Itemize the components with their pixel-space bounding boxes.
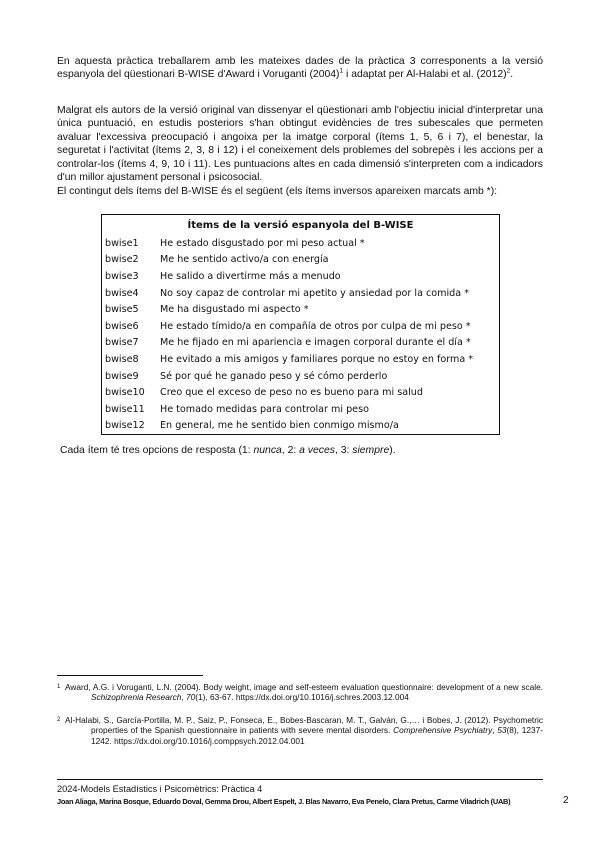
table-row: [102, 268, 500, 285]
intro-text: En aquesta pràctica treballarem amb les mateixes dades de la pràctica 3 corresponents a la versió espanyola del qüestionari B-WISE d'Award i Voruganti (2004): [57, 56, 543, 81]
item-code: bwise6: [105, 320, 139, 332]
table-row: [102, 335, 500, 352]
bwise-items-table: [101, 214, 500, 435]
intro-paragraph: [57, 55, 543, 82]
option-3: siempre: [352, 445, 390, 456]
item-text: He estado disgustado por mi peso actual *: [160, 237, 365, 249]
footnote-doi[interactable]: (8), 1237-1242. https://dx.doi.org/10.1016/j.comppsych.2012.04.001: [91, 725, 543, 746]
table-row: [102, 384, 500, 401]
response-options-paragraph: [60, 444, 546, 457]
intro-text-end: .: [510, 69, 514, 81]
table-row: [102, 318, 500, 335]
footnote-sep: ,: [492, 725, 498, 736]
item-text: En general, me he sentido bien conmigo mismo/a: [160, 420, 399, 432]
footnote-ref-2[interactable]: 2: [506, 67, 511, 75]
item-code: bwise10: [105, 387, 145, 399]
item-text: He estado tímido/a en compañía de otros por culpa de mi peso *: [160, 320, 471, 332]
item-text: He tomado medidas para controlar mi peso: [160, 403, 369, 415]
footnote-citation: Award, A.G. i Voruganti, L.N. (2004). Body weight, image and self-esteem evaluation questionnaire: development of a new scale.: [65, 682, 543, 692]
footer-authors: Joan Aliaga, Marina Bosque, Eduardo Doval, Gemma Drou, Albert Espelt, J. Blas Navarro, Eva Penelo, Clara Pretus, Carme Viladrich (UAB): [57, 797, 511, 806]
options-sep-2: , 3:: [334, 445, 353, 456]
intro-text-mid: i adaptat per Al-Halabi et al. (2012): [343, 69, 507, 81]
table-row: [102, 351, 500, 368]
item-text: Me he fijado en mi apariencia e imagen corporal durante el día *: [160, 337, 471, 349]
footer-divider: [57, 779, 543, 780]
item-code: bwise9: [105, 370, 139, 382]
option-2: a veces: [299, 445, 335, 456]
table-row: [102, 368, 500, 385]
item-text: Me he sentido activo/a con energía: [160, 254, 329, 266]
subscales-paragraph: Malgrat els autors de la versió original van dissenyar el qüestionari amb l'objectiu inicial d'interpretar una única puntuació, en estudis posteriors s'han obtingut evidències de tres subescales que permeten avaluar l'excessiva preocupació i angoixa per la imatge corporal (ítems 1, 5, 6 i 7), el benestar, la seguretat i l'activitat (ítems 2, 3, 8 i 12) i el coneixement dels problemes del sobrepès i les accions per a controlar-los (ítems 4, 9, 10 i 11). Les puntuacions altes en cada dimensió s'interpreten com a indicadors d'un millor ajustament personal i psicosocial.: [57, 105, 543, 184]
item-code: bwise3: [105, 270, 139, 282]
item-code: bwise8: [105, 353, 139, 365]
item-code: bwise11: [105, 403, 145, 415]
footer-title: 2024-Models Estadístics i Psicomètrics: Pràctica 4: [57, 784, 263, 794]
item-code: bwise5: [105, 304, 139, 316]
options-suffix: ).: [389, 445, 396, 456]
footnote-doi[interactable]: (1), 63-67. https://dx.doi.org/10.1016/j.schres.2003.12.004: [195, 692, 409, 703]
item-code: bwise1: [105, 237, 139, 249]
item-code: bwise2: [105, 254, 139, 266]
table-row: [102, 235, 500, 252]
footnote-citation: Al-Halabi, S., García-Portilla, M. P., Saiz, P., Fonseca, E., Bobes-Bascaran, M. T., Galván, G.,… i Bobes, J. (2012). Psychometric properties of the Spanish questionnaire in patients with severe mental disorders.: [65, 715, 543, 736]
item-code: bwise4: [105, 287, 139, 299]
table-row: [102, 252, 500, 269]
footnote-1: [57, 682, 543, 703]
item-code: bwise12: [105, 420, 145, 432]
page-number: 2: [563, 795, 569, 806]
table-header-row: [102, 215, 500, 236]
table-row: [102, 418, 500, 435]
item-text: He evitado a mis amigos y familiares porque no estoy en forma *: [160, 353, 474, 365]
footnote-2: [57, 715, 543, 746]
table-row: [102, 401, 500, 418]
footnote-divider: [57, 675, 203, 676]
footnote-number: 1: [57, 684, 61, 690]
table-row: [102, 301, 500, 318]
footnote-number: 2: [57, 717, 61, 723]
table-row: [102, 285, 500, 302]
item-text: He salido a divertirme más a menudo: [160, 270, 341, 282]
footnote-journal: Comprehensive Psychiatry: [393, 725, 493, 736]
footnote-ref-1[interactable]: 1: [339, 67, 344, 75]
option-1: nunca: [253, 445, 282, 456]
footnote-volume: 70: [186, 692, 196, 703]
footnote-volume: 53: [497, 725, 507, 736]
footnote-journal: Schizophrenia Research: [91, 692, 182, 703]
table-body: [102, 235, 500, 435]
options-prefix: Cada ítem té tres opcions de resposta (1:: [60, 445, 254, 456]
item-code: bwise7: [105, 337, 139, 349]
item-text: Sé por qué he ganado peso y sé cómo perderlo: [160, 370, 388, 382]
item-text: Creo que el exceso de peso no es bueno para mi salud: [160, 387, 423, 399]
item-text: No soy capaz de controlar mi apetito y ansiedad por la comida *: [160, 287, 469, 299]
item-text: Me ha disgustado mi aspecto *: [160, 304, 309, 316]
content-intro-paragraph: El contingut dels ítems del B-WISE és el següent (els ítems inversos apareixen marcats amb *):: [57, 186, 498, 197]
footnote-sep: ,: [181, 692, 187, 703]
table-title: Ítems de la versió espanyola del B-WISE: [187, 219, 414, 231]
options-sep-1: , 2:: [281, 445, 300, 456]
